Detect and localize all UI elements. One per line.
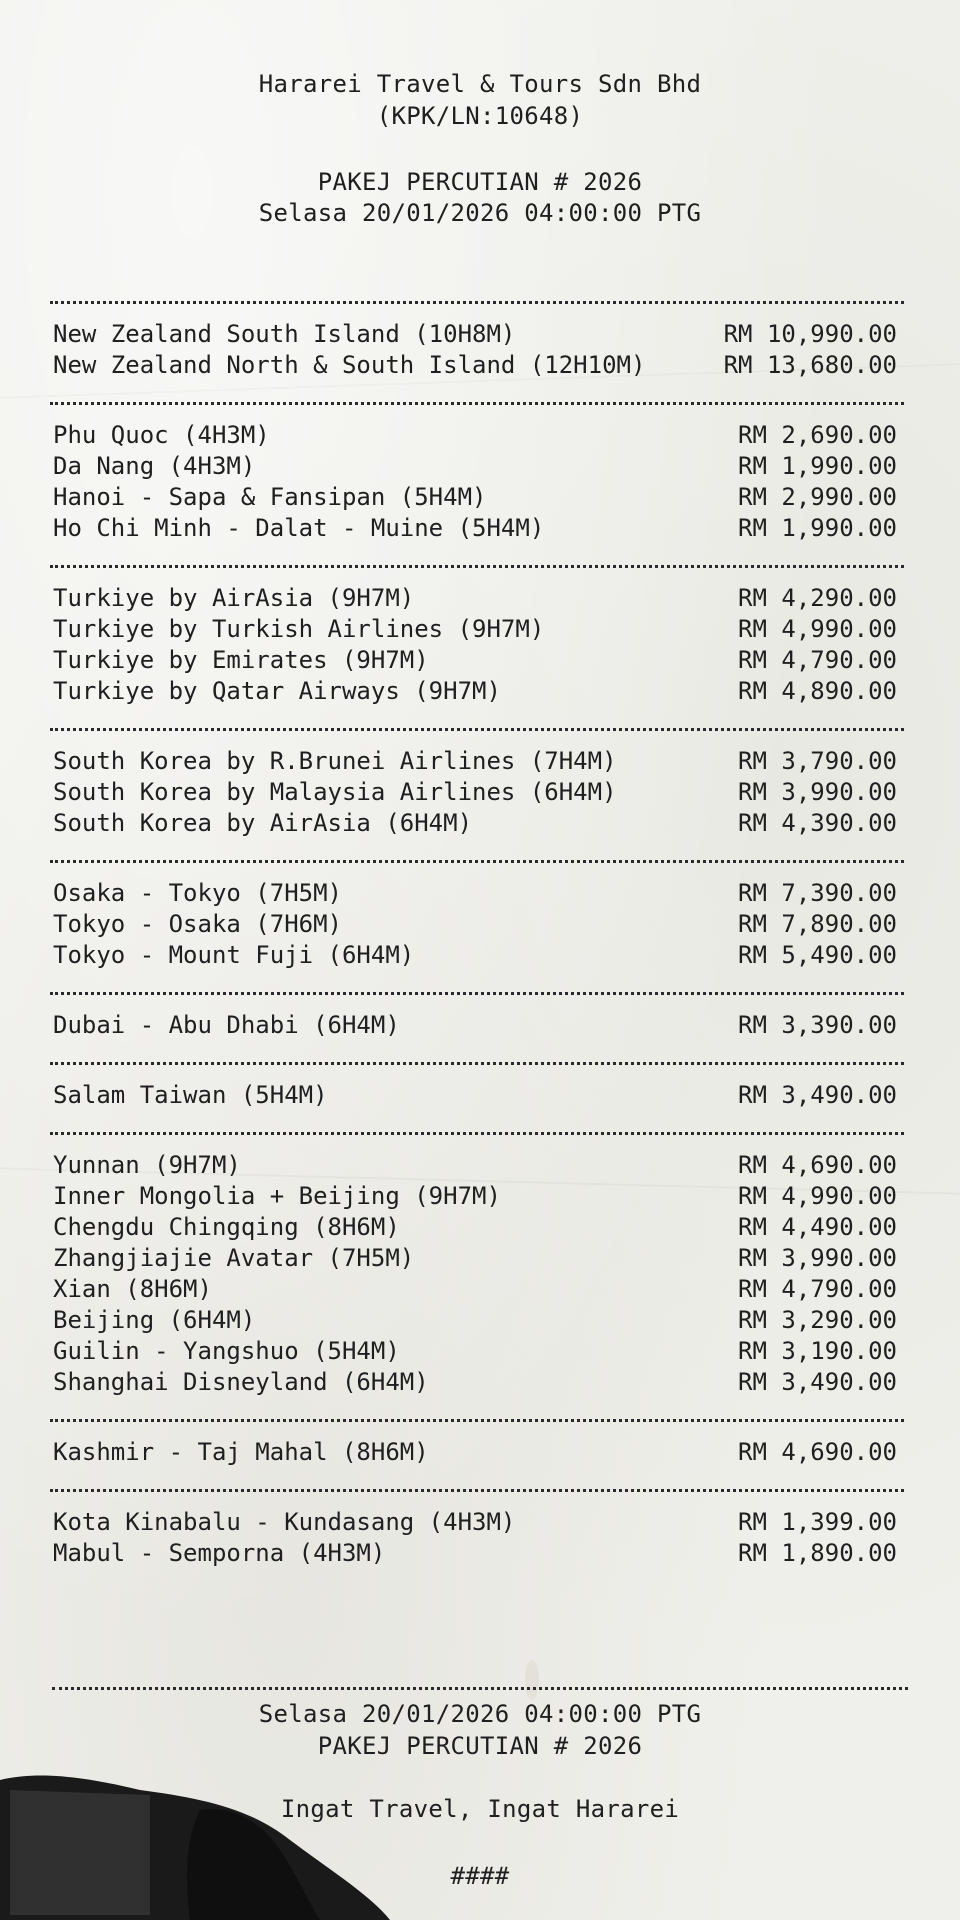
section-divider xyxy=(50,860,904,863)
section-divider xyxy=(50,301,904,304)
package-row xyxy=(53,1306,897,1337)
package-price: RM 4,290.00 xyxy=(738,584,897,612)
package-name: Salam Taiwan (5H4M) xyxy=(53,1081,328,1109)
package-row xyxy=(53,1438,897,1469)
footer-datetime: Selasa 20/01/2026 04:00:00 PTG xyxy=(258,1700,702,1728)
package-name: South Korea by R.Brunei Airlines (7H4M) xyxy=(53,747,617,775)
package-name: New Zealand South Island (10H8M) xyxy=(53,320,516,348)
section-divider xyxy=(50,565,904,568)
package-row xyxy=(53,421,897,452)
package-row xyxy=(53,615,897,646)
package-price: RM 3,990.00 xyxy=(738,1244,897,1272)
package-price: RM 3,390.00 xyxy=(738,1011,897,1039)
package-row xyxy=(53,1151,897,1182)
package-name: Da Nang (4H3M) xyxy=(53,452,256,480)
section-divider xyxy=(50,402,904,405)
package-name: Xian (8H6M) xyxy=(53,1275,212,1303)
package-name: Kashmir - Taj Mahal (8H6M) xyxy=(53,1438,429,1466)
package-row xyxy=(53,778,897,809)
package-price: RM 4,890.00 xyxy=(738,677,897,705)
package-name: South Korea by Malaysia Airlines (6H4M) xyxy=(53,778,617,806)
package-name: South Korea by AirAsia (6H4M) xyxy=(53,809,473,837)
package-price: RM 3,190.00 xyxy=(738,1337,897,1365)
package-price: RM 4,790.00 xyxy=(738,646,897,674)
package-row xyxy=(53,483,897,514)
package-name: Shanghai Disneyland (6H4M) xyxy=(53,1368,429,1396)
package-price: RM 4,390.00 xyxy=(738,809,897,837)
package-row xyxy=(53,584,897,615)
package-row xyxy=(53,1244,897,1275)
package-price: RM 7,890.00 xyxy=(738,910,897,938)
redaction-blot xyxy=(0,1770,400,1920)
package-name: Beijing (6H4M) xyxy=(53,1306,256,1334)
package-row xyxy=(53,320,897,351)
package-name: Chengdu Chingqing (8H6M) xyxy=(53,1213,400,1241)
slogan: Ingat Travel, Ingat Hararei xyxy=(280,1795,680,1823)
package-name: Turkiye by AirAsia (9H7M) xyxy=(53,584,415,612)
package-name: Ho Chi Minh - Dalat - Muine (5H4M) xyxy=(53,514,545,542)
package-name: Turkiye by Qatar Airways (9H7M) xyxy=(53,677,501,705)
package-price: RM 13,680.00 xyxy=(723,351,897,379)
package-price: RM 4,690.00 xyxy=(738,1151,897,1179)
package-price: RM 10,990.00 xyxy=(723,320,897,348)
package-name: Tokyo - Osaka (7H6M) xyxy=(53,910,342,938)
footer-code: #### xyxy=(450,1862,510,1890)
package-price: RM 1,890.00 xyxy=(738,1539,897,1567)
package-name: Yunnan (9H7M) xyxy=(53,1151,241,1179)
package-name: Phu Quoc (4H3M) xyxy=(53,421,270,449)
package-row xyxy=(53,1182,897,1213)
footer-divider xyxy=(52,1687,908,1690)
package-name: Tokyo - Mount Fuji (6H4M) xyxy=(53,941,415,969)
package-price: RM 2,690.00 xyxy=(738,421,897,449)
footer-package-title: PAKEJ PERCUTIAN # 2026 xyxy=(317,1732,643,1760)
package-row xyxy=(53,514,897,545)
package-price: RM 2,990.00 xyxy=(738,483,897,511)
package-price: RM 4,990.00 xyxy=(738,1182,897,1210)
package-row xyxy=(53,1337,897,1368)
package-price: RM 5,490.00 xyxy=(738,941,897,969)
package-row xyxy=(53,1011,897,1042)
package-row xyxy=(53,941,897,972)
package-price: RM 1,399.00 xyxy=(738,1508,897,1536)
package-price: RM 4,490.00 xyxy=(738,1213,897,1241)
package-row xyxy=(53,1368,897,1399)
package-row xyxy=(53,910,897,941)
package-name: Turkiye by Turkish Airlines (9H7M) xyxy=(53,615,545,643)
package-row xyxy=(53,351,897,382)
package-price: RM 4,990.00 xyxy=(738,615,897,643)
package-price: RM 1,990.00 xyxy=(738,452,897,480)
package-name: Hanoi - Sapa & Fansipan (5H4M) xyxy=(53,483,487,511)
package-row xyxy=(53,879,897,910)
section-divider xyxy=(50,728,904,731)
package-row xyxy=(53,1539,897,1570)
package-title: PAKEJ PERCUTIAN # 2026 xyxy=(317,168,643,196)
package-row xyxy=(53,1081,897,1112)
receipt-datetime: Selasa 20/01/2026 04:00:00 PTG xyxy=(258,199,702,227)
package-price: RM 3,290.00 xyxy=(738,1306,897,1334)
package-name: Turkiye by Emirates (9H7M) xyxy=(53,646,429,674)
package-price: RM 7,390.00 xyxy=(738,879,897,907)
package-row xyxy=(53,1508,897,1539)
package-name: Kota Kinabalu - Kundasang (4H3M) xyxy=(53,1508,516,1536)
package-row xyxy=(53,452,897,483)
package-price: RM 3,490.00 xyxy=(738,1081,897,1109)
package-price: RM 3,990.00 xyxy=(738,778,897,806)
package-row xyxy=(53,646,897,677)
section-divider xyxy=(50,992,904,995)
package-name: Osaka - Tokyo (7H5M) xyxy=(53,879,342,907)
section-divider xyxy=(50,1489,904,1492)
package-row xyxy=(53,1275,897,1306)
package-price: RM 4,690.00 xyxy=(738,1438,897,1466)
package-row xyxy=(53,747,897,778)
package-row xyxy=(53,677,897,708)
package-name: Zhangjiajie Avatar (7H5M) xyxy=(53,1244,415,1272)
package-name: Dubai - Abu Dhabi (6H4M) xyxy=(53,1011,400,1039)
section-divider xyxy=(50,1062,904,1065)
package-row xyxy=(53,809,897,840)
package-price: RM 1,990.00 xyxy=(738,514,897,542)
package-price: RM 3,490.00 xyxy=(738,1368,897,1396)
company-name: Hararei Travel & Tours Sdn Bhd xyxy=(258,70,702,98)
package-price: RM 4,790.00 xyxy=(738,1275,897,1303)
package-price: RM 3,790.00 xyxy=(738,747,897,775)
package-name: Guilin - Yangshuo (5H4M) xyxy=(53,1337,400,1365)
license-number: (KPK/LN:10648) xyxy=(376,102,584,130)
package-name: Inner Mongolia + Beijing (9H7M) xyxy=(53,1182,501,1210)
package-name: New Zealand North & South Island (12H10M) xyxy=(53,351,646,379)
section-divider xyxy=(50,1419,904,1422)
package-name: Mabul - Semporna (4H3M) xyxy=(53,1539,386,1567)
section-divider xyxy=(50,1132,904,1135)
package-row xyxy=(53,1213,897,1244)
